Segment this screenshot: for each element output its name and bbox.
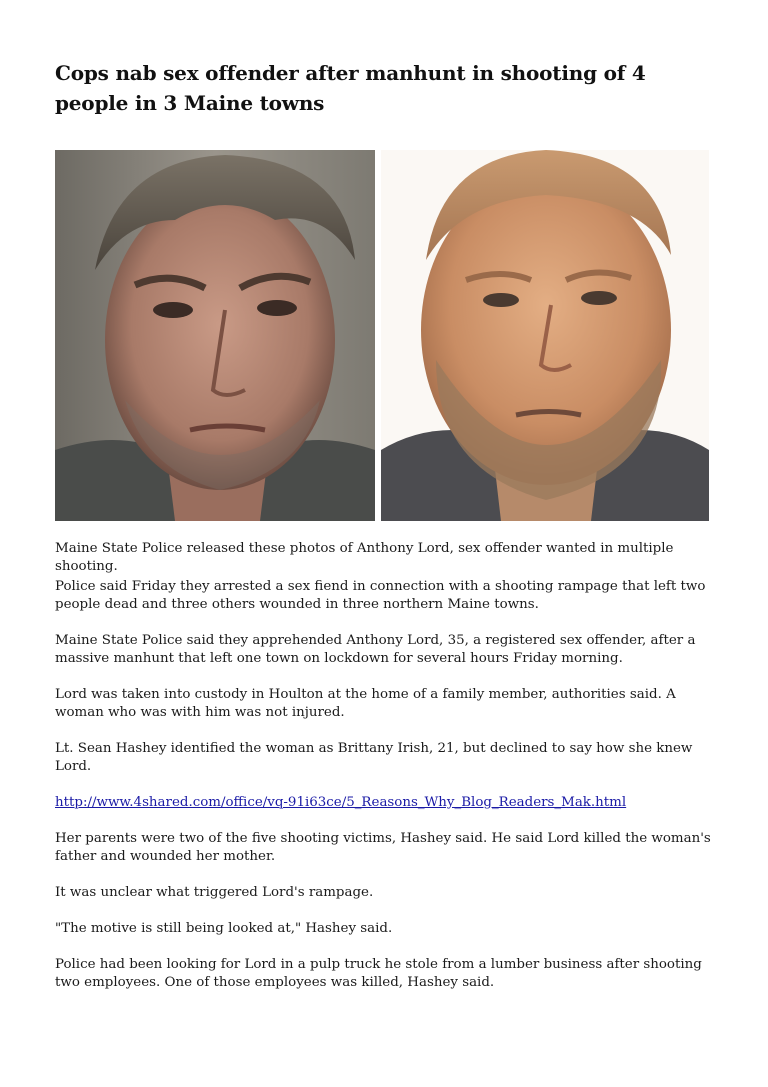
article-paragraph: Maine State Police said they apprehended Anthony Lord, 35, a registered sex offender, after a massive manhunt that left one town on lockdown for several hours Friday morning. [55,633,696,666]
external-link[interactable]: http://www.4shared.com/office/vq-91i63ce/5_Reasons_Why_Blog_Readers_Mak.html [55,795,627,810]
article-paragraph: Lt. Sean Hashey identified the woman as Brittany Irish, 21, but declined to say how she knew Lord. [55,741,693,774]
photo-row [55,150,709,521]
article-paragraph: "The motive is still being looked at," Hashey said. [55,921,393,936]
article-paragraph: Lord was taken into custody in Houlton at the home of a family member, authorities said. A woman who was with him was not injured. [55,687,676,720]
suspect-photo-right-image [381,150,709,521]
article-paragraph: Police had been looking for Lord in a pulp truck he stole from a lumber business after shooting two employees. One of those employees was killed, Hashey said. [55,957,702,990]
article-paragraph: It was unclear what triggered Lord's rampage. [55,885,374,900]
article-paragraph: Her parents were two of the five shooting victims, Hashey said. He said Lord killed the woman's father and wounded her mother. [55,831,711,864]
article-page [55,58,715,990]
article-link-paragraph [55,794,715,812]
suspect-photo-left [55,150,375,521]
photo-caption: Maine State Police released these photos of Anthony Lord, sex offender wanted in multiple shooting. [55,541,674,574]
article-headline: Cops nab sex offender after manhunt in shooting of 4 people in 3 Maine towns [55,61,646,115]
suspect-photo-left-image [55,150,375,521]
article-paragraph: Police said Friday they arrested a sex fiend in connection with a shooting rampage that left two people dead and three others wounded in three northern Maine towns. [55,579,706,612]
suspect-photo-right [381,150,709,521]
article-body [55,578,715,1010]
